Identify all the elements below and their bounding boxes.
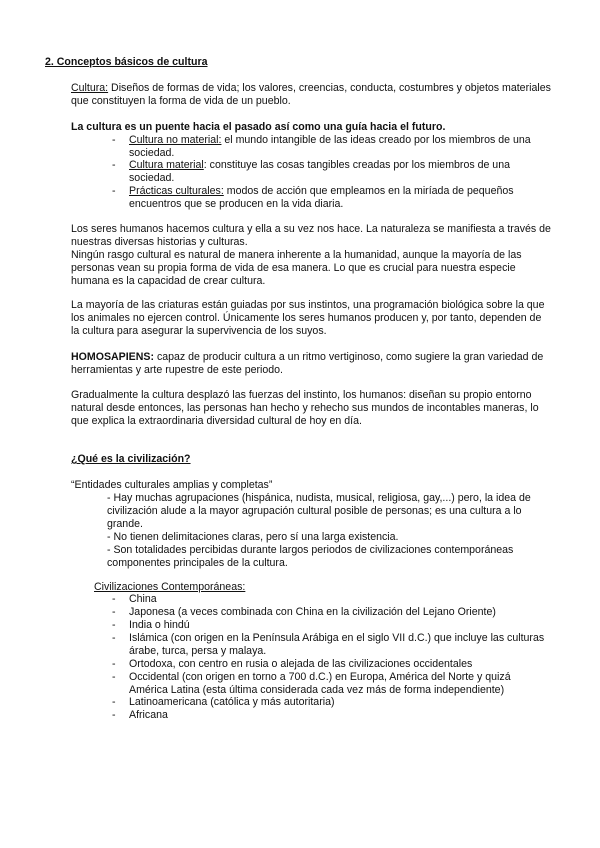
dash: - bbox=[112, 593, 116, 605]
paragraph-2: Ningún rasgo cultural es natural de manera inherente a la humanidad, aunque la mayoría de las personas vean su propia forma de vida de esa manera. Lo que es crucial para nuestra especie humana es la capacidad de crear cultura. bbox=[71, 249, 522, 287]
homosapiens-term: HOMOSAPIENS: bbox=[71, 351, 154, 363]
civ-list-item: China bbox=[129, 593, 157, 605]
paragraph-4: Gradualmente la cultura desplazó las fuerzas del instinto, los humanos: diseñan su propio entorno natural desde entonces, las personas han hecho y rehecho sus mundos de incontables maneras, lo que explica la extraordinaria diversidad cultural de hoy en día. bbox=[71, 389, 539, 427]
homosapiens-paragraph bbox=[71, 351, 551, 377]
civ-list-item: Africana bbox=[129, 709, 168, 721]
civ-contemp-heading: Civilizaciones Contemporáneas: bbox=[94, 581, 246, 593]
homosapiens-text: capaz de producir cultura a un ritmo vertiginoso, como sugiere la gran variedad de herramientas y arte rupestre de este periodo. bbox=[71, 351, 544, 376]
dash: - bbox=[112, 709, 116, 721]
entidades-item: - No tienen delimitaciones claras, pero sí una larga existencia. bbox=[107, 531, 399, 543]
civ-list-item: Islámica (con origen en la Península Arábiga en el siglo VII d.C.) que incluye las culturas árabe, turca, persa y malaya. bbox=[129, 632, 545, 657]
cultura-type-term: Cultura material bbox=[129, 159, 204, 171]
cultura-type-text: el mundo intangible de las ideas creado por los miembros de una sociedad. bbox=[129, 134, 531, 159]
civilization-heading: ¿Qué es la civilización? bbox=[71, 453, 191, 465]
cultura-text: Diseños de formas de vida; los valores, creencias, conducta, costumbres y objetos materiales que constituyen la forma de vida de un pueblo. bbox=[71, 82, 551, 107]
paragraph-3: La mayoría de las criaturas están guiadas por sus instintos, una programación biológica sobre la que los animales no ejercen control. Únicamente los seres humanos producen y, por tanto, dependen de la cultura para asegurar la supervivencia de los suyos. bbox=[71, 299, 545, 337]
cultura-type-item bbox=[129, 159, 549, 185]
civ-list-item: Japonesa (a veces combinada con China en la civilización del Lejano Oriente) bbox=[129, 606, 496, 618]
entidades-item: - Hay muchas agrupaciones (hispánica, nudista, musical, religiosa, gay,...) pero, la idea de civilización alude a la mayor agrupación cultural posible de personas; es una cultura a lo grande. bbox=[107, 492, 531, 530]
entidades-quote: “Entidades culturales amplias y completas” bbox=[71, 479, 273, 491]
cultura-type-item bbox=[129, 134, 549, 160]
cultura-term: Cultura: bbox=[71, 82, 109, 94]
entidades-item: - Son totalidades percibidas durante largos periodos de civilizaciones contemporáneas componentes principales de la cultura. bbox=[107, 544, 514, 569]
dash: - bbox=[112, 696, 116, 708]
cultura-type-term: Cultura no material: bbox=[129, 134, 222, 146]
paragraph-1: Los seres humanos hacemos cultura y ella a su vez nos hace. La naturaleza se manifiesta a través de nuestras diversas historias y culturas. bbox=[71, 223, 551, 248]
civ-list-item: Occidental (con origen en torno a 700 d.C.) en Europa, América del Norte y quizá América Latina (esta última considerada cada vez más de forma independiente) bbox=[129, 671, 511, 696]
dash: - bbox=[112, 619, 116, 631]
bold-statement: La cultura es un puente hacia el pasado así como una guía hacia el futuro. bbox=[71, 121, 446, 133]
cultura-definition bbox=[71, 82, 551, 108]
dash: - bbox=[112, 159, 116, 171]
dash: - bbox=[112, 632, 116, 644]
dash: - bbox=[112, 134, 116, 146]
cultura-type-term: Prácticas culturales: bbox=[129, 185, 224, 197]
section-title: 2. Conceptos básicos de cultura bbox=[45, 56, 208, 68]
cultura-type-text: modos de acción que empleamos en la miríada de pequeños encuentros que se producen en la vida diaria. bbox=[129, 185, 514, 210]
dash: - bbox=[112, 185, 116, 197]
civ-list-item: Latinoamericana (católica y más autoritaria) bbox=[129, 696, 335, 708]
dash: - bbox=[112, 658, 116, 670]
civ-list-item: India o hindú bbox=[129, 619, 190, 631]
dash: - bbox=[112, 671, 116, 683]
dash: - bbox=[112, 606, 116, 618]
civ-list-item: Ortodoxa, con centro en rusia o alejada de las civilizaciones occidentales bbox=[129, 658, 473, 670]
cultura-type-item bbox=[129, 185, 549, 211]
cultura-type-text: : constituye las cosas tangibles creadas por los miembros de una sociedad. bbox=[129, 159, 510, 184]
